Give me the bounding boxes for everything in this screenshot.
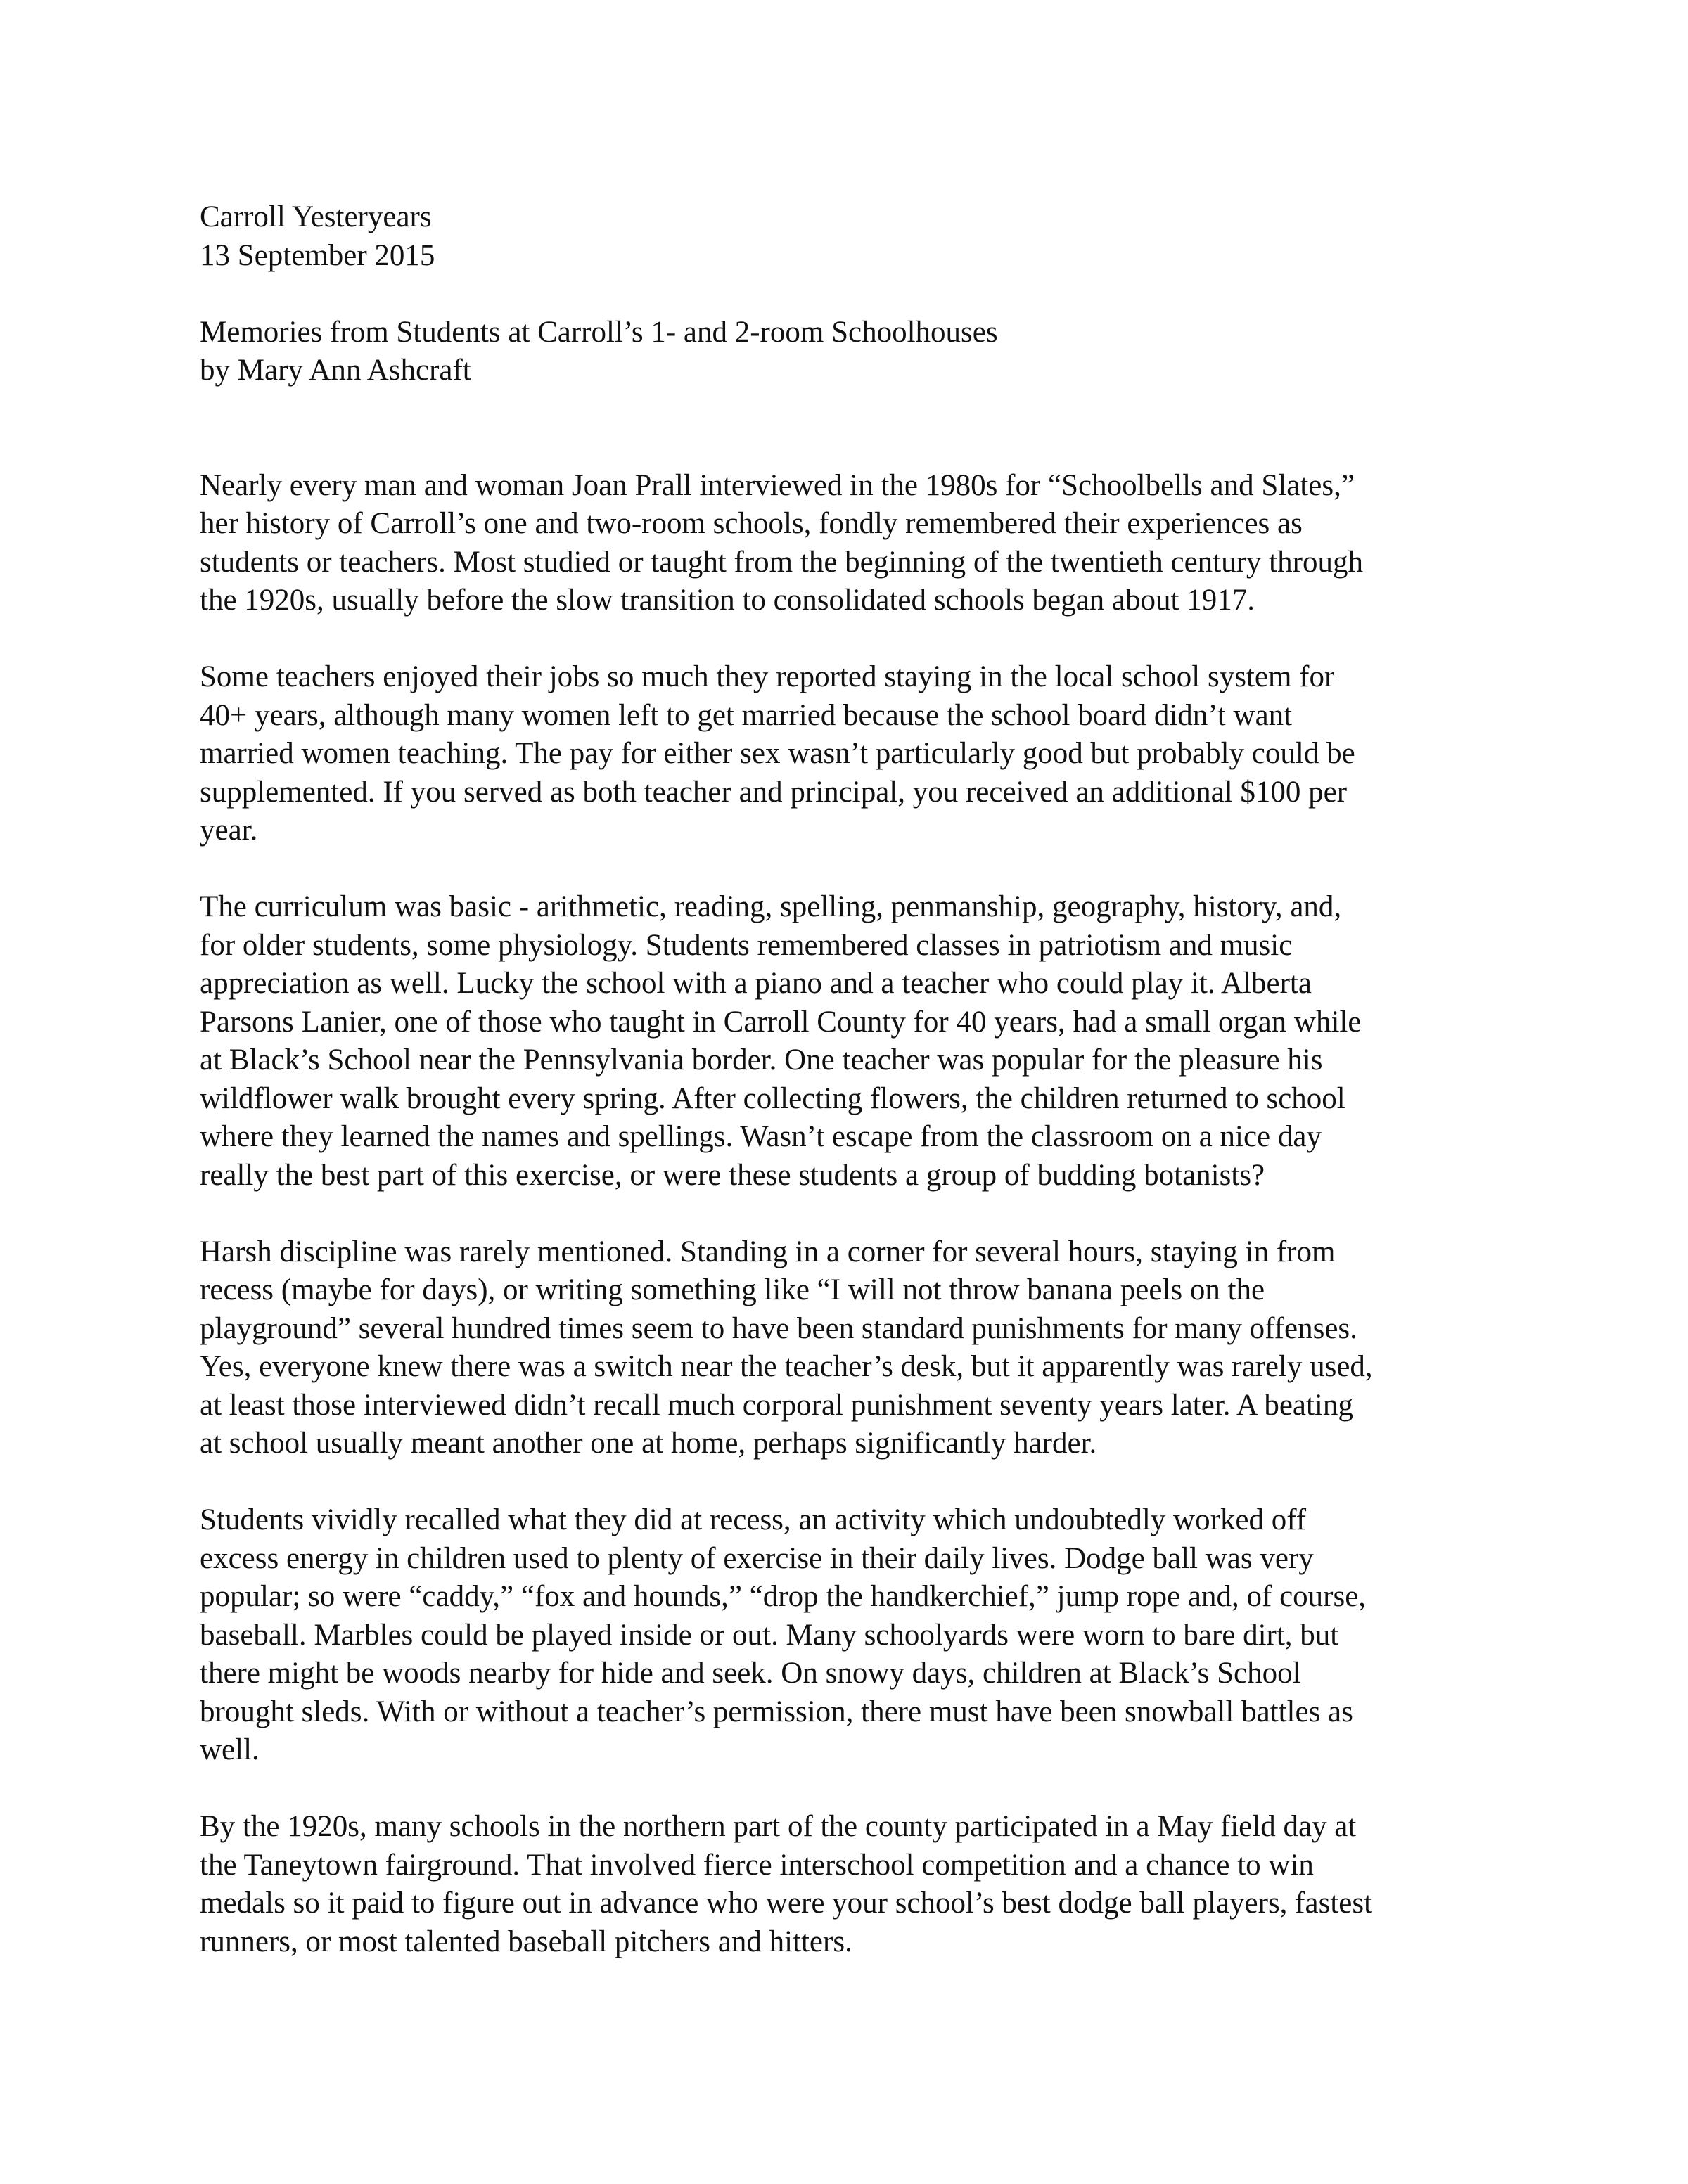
article-body	[200, 467, 1508, 1962]
paragraph-line: brought sleds. With or without a teacher’s permission, there must have been snowball battles as	[200, 1695, 1353, 1728]
article-byline: by Mary Ann Ashcraft	[200, 354, 471, 387]
paragraph-line: supplemented. If you served as both teacher and principal, you received an additional $100 per	[200, 775, 1348, 809]
paragraph-line: there might be woods nearby for hide and seek. On snowy days, children at Black’s School	[200, 1657, 1301, 1690]
publication-date: 13 September 2015	[200, 238, 435, 272]
paragraph-1	[200, 467, 1508, 620]
paragraph-line: year.	[200, 814, 258, 847]
paragraph-line: the 1920s, usually before the slow transition to consolidated schools began about 1917.	[200, 584, 1255, 617]
paragraph-line: Students vividly recalled what they did at recess, an activity which undoubtedly worked off	[200, 1503, 1307, 1536]
paragraph-line: well.	[200, 1733, 260, 1766]
paragraph-line: the Taneytown fairground. That involved fierce interschool competition and a chance to win	[200, 1848, 1314, 1882]
article-title: Memories from Students at Carroll’s 1- and 2-room Schoolhouses	[200, 315, 998, 349]
paragraph-line: students or teachers. Most studied or taught from the beginning of the twentieth century through	[200, 545, 1363, 579]
paragraph-2	[200, 658, 1508, 850]
paragraph-line: Some teachers enjoyed their jobs so much they reported staying in the local school system for	[200, 660, 1335, 693]
paragraph-4	[200, 1233, 1508, 1463]
paragraph-line: at Black’s School near the Pennsylvania border. One teacher was popular for the pleasure his	[200, 1043, 1323, 1077]
paragraph-line: married women teaching. The pay for either sex wasn’t particularly good but probably could be	[200, 737, 1355, 770]
paragraph-6	[200, 1808, 1508, 1961]
paragraph-3	[200, 888, 1508, 1195]
paragraph-line: baseball. Marbles could be played inside or out. Many schoolyards were worn to bare dirt, but	[200, 1618, 1339, 1652]
paragraph-line: her history of Carroll’s one and two-room schools, fondly remembered their experiences as	[200, 507, 1303, 540]
paragraph-line: appreciation as well. Lucky the school with a piano and a teacher who could play it. Alberta	[200, 967, 1312, 1000]
paragraph-line: popular; so were “caddy,” “fox and hounds,” “drop the handkerchief,” jump rope and, of course,	[200, 1580, 1367, 1613]
paragraph-5	[200, 1501, 1508, 1770]
paragraph-line: recess (maybe for days), or writing something like “I will not throw banana peels on the	[200, 1273, 1265, 1306]
paragraph-line: where they learned the names and spellings. Wasn’t escape from the classroom on a nice day	[200, 1120, 1322, 1153]
paragraph-line: Nearly every man and woman Joan Prall interviewed in the 1980s for “Schoolbells and Slates,”	[200, 468, 1355, 502]
paragraph-line: excess energy in children used to plenty of exercise in their daily lives. Dodge ball was very	[200, 1541, 1314, 1575]
paragraph-line: runners, or most talented baseball pitchers and hitters.	[200, 1925, 852, 1958]
paragraph-line: The curriculum was basic - arithmetic, reading, spelling, penmanship, geography, history, and,	[200, 890, 1342, 923]
paragraph-line: By the 1920s, many schools in the northern part of the county participated in a May field day at	[200, 1810, 1357, 1843]
document-body	[200, 198, 1508, 1961]
paragraph-line: at least those interviewed didn’t recall much corporal punishment seventy years later. A beating	[200, 1388, 1353, 1422]
publication-name: Carroll Yesteryears	[200, 200, 432, 233]
paragraph-line: Yes, everyone knew there was a switch near the teacher’s desk, but it apparently was rarely used,	[200, 1350, 1373, 1383]
spacer	[200, 275, 1508, 314]
paragraph-line: for older students, some physiology. Students remembered classes in patriotism and music	[200, 928, 1293, 962]
paragraph-line: Harsh discipline was rarely mentioned. Standing in a corner for several hours, staying in from	[200, 1235, 1336, 1268]
paragraph-line: 40+ years, although many women left to get married because the school board didn’t want	[200, 698, 1293, 732]
paragraph-line: playground” several hundred times seem to have been standard punishments for many offenses.	[200, 1311, 1357, 1345]
header-block	[200, 198, 1508, 275]
paragraph-line: really the best part of this exercise, or were these students a group of budding botanists?	[200, 1158, 1265, 1192]
paragraph-line: at school usually meant another one at home, perhaps significantly harder.	[200, 1427, 1097, 1460]
paragraph-line: medals so it paid to figure out in advance who were your school’s best dodge ball players, fastest	[200, 1887, 1373, 1920]
spacer	[200, 390, 1508, 467]
paragraph-line: Parsons Lanier, one of those who taught in Carroll County for 40 years, had a small organ while	[200, 1005, 1362, 1039]
paragraph-line: wildflower walk brought every spring. After collecting flowers, the children returned to school	[200, 1081, 1345, 1115]
article-heading	[200, 314, 1508, 390]
